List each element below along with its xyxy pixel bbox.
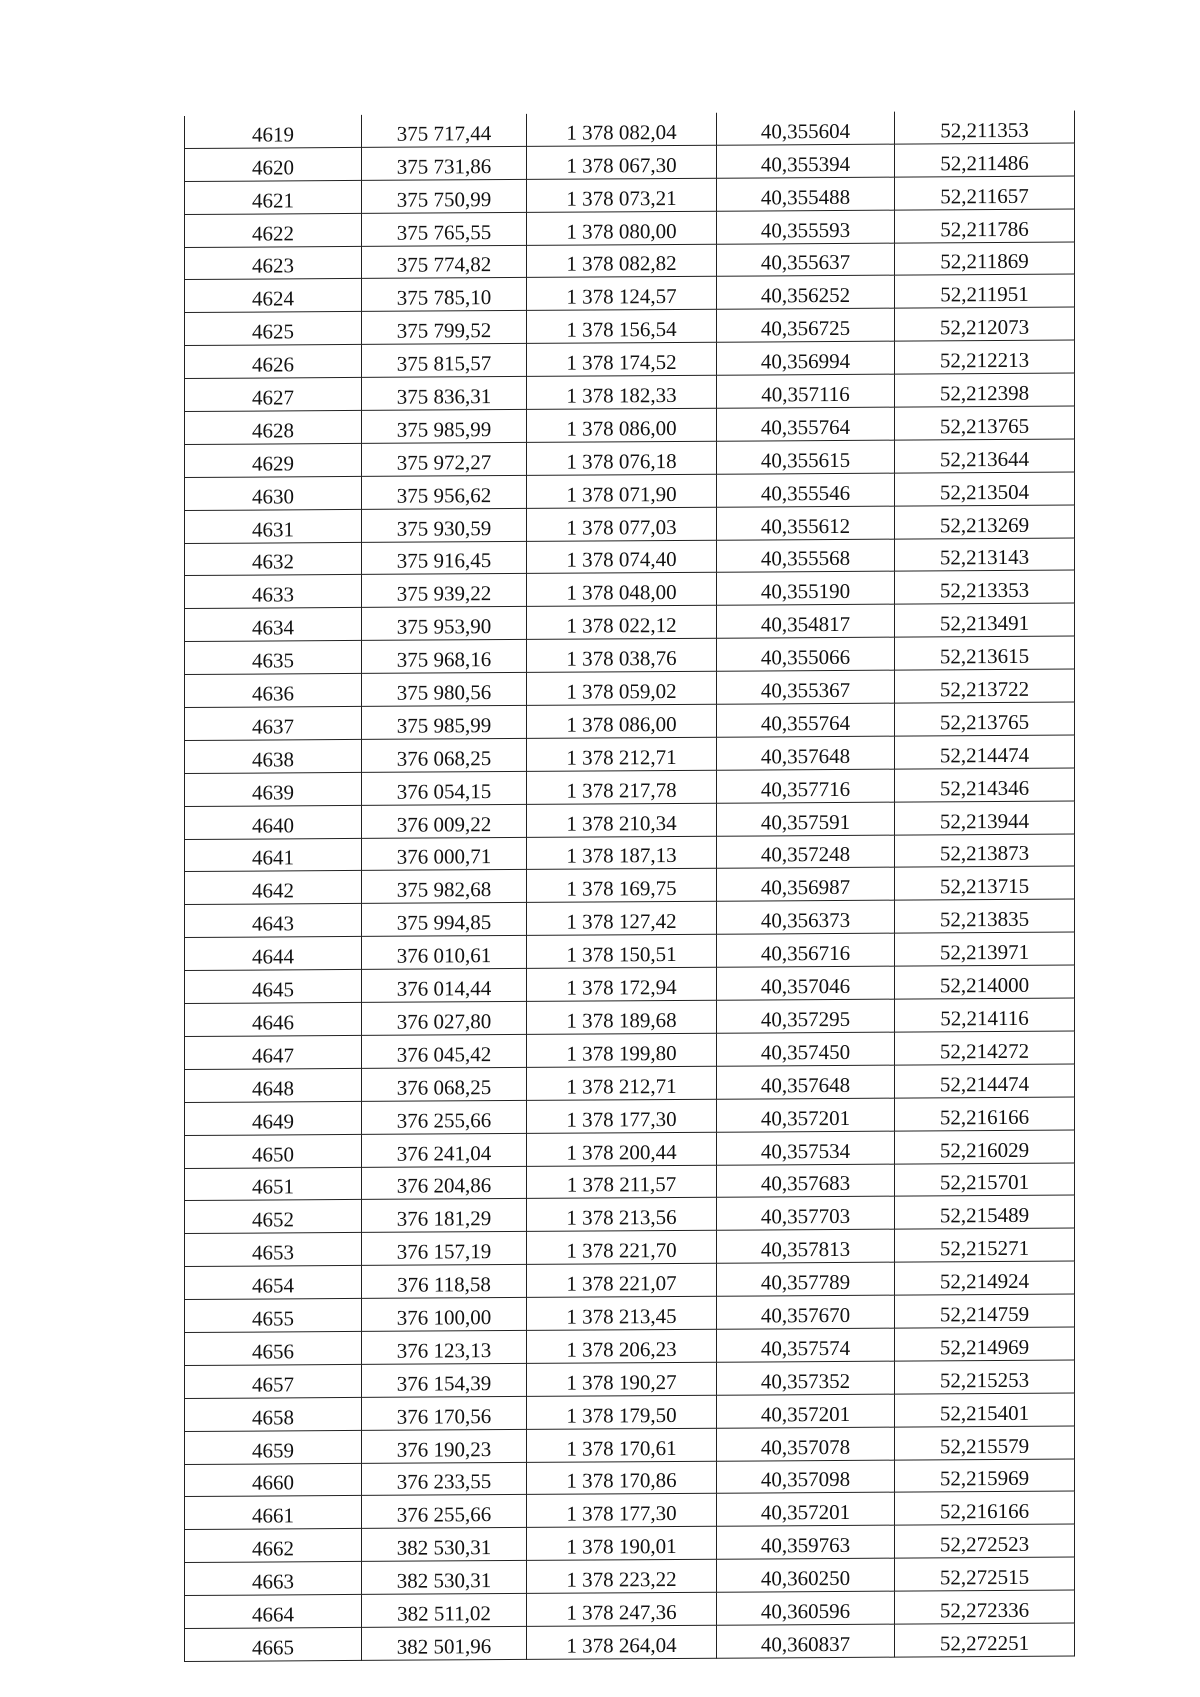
table-row xyxy=(185,242,1075,280)
latitude-cell: 40,357716 xyxy=(717,769,895,803)
table-row xyxy=(185,1031,1075,1069)
table-row xyxy=(185,965,1075,1003)
latitude-cell: 40,356716 xyxy=(717,933,895,967)
latitude-cell: 40,356252 xyxy=(717,276,895,310)
latitude-cell: 40,357591 xyxy=(717,802,895,836)
table-row xyxy=(185,636,1075,674)
x-coordinate-cell: 382 530,31 xyxy=(362,1561,527,1595)
latitude-cell: 40,356725 xyxy=(717,309,895,343)
y-coordinate-cell: 1 378 174,52 xyxy=(527,342,717,376)
longitude-cell: 52,213944 xyxy=(895,801,1075,835)
longitude-cell: 52,211657 xyxy=(895,176,1075,210)
longitude-cell: 52,272515 xyxy=(895,1557,1075,1591)
x-coordinate-cell: 375 985,99 xyxy=(362,705,527,739)
latitude-cell: 40,356987 xyxy=(717,868,895,902)
table-row xyxy=(185,1195,1075,1233)
x-coordinate-cell: 376 027,80 xyxy=(362,1001,527,1035)
table-row xyxy=(185,472,1075,510)
longitude-cell: 52,272251 xyxy=(895,1623,1075,1657)
table-row xyxy=(185,1261,1075,1299)
point-number-cell: 4651 xyxy=(185,1167,362,1201)
y-coordinate-cell: 1 378 179,50 xyxy=(527,1395,717,1429)
y-coordinate-cell: 1 378 264,04 xyxy=(527,1625,717,1659)
y-coordinate-cell: 1 378 177,30 xyxy=(527,1099,717,1133)
latitude-cell: 40,355546 xyxy=(717,473,895,507)
y-coordinate-cell: 1 378 076,18 xyxy=(527,441,717,475)
longitude-cell: 52,211951 xyxy=(895,275,1075,309)
longitude-cell: 52,212073 xyxy=(895,307,1075,341)
coordinates-table-body xyxy=(185,111,1075,1662)
point-number-cell: 4619 xyxy=(185,115,362,148)
x-coordinate-cell: 376 045,42 xyxy=(362,1034,527,1068)
y-coordinate-cell: 1 378 190,01 xyxy=(527,1527,717,1561)
y-coordinate-cell: 1 378 150,51 xyxy=(527,935,717,969)
table-row xyxy=(185,1491,1075,1529)
longitude-cell: 52,211486 xyxy=(895,143,1075,177)
point-number-cell: 4638 xyxy=(185,739,362,773)
point-number-cell: 4629 xyxy=(185,443,362,477)
table-row xyxy=(185,1327,1075,1365)
longitude-cell: 52,216029 xyxy=(895,1130,1075,1164)
table-row xyxy=(185,1360,1075,1398)
y-coordinate-cell: 1 378 082,04 xyxy=(527,113,717,147)
point-number-cell: 4643 xyxy=(185,904,362,938)
longitude-cell: 52,215701 xyxy=(895,1163,1075,1197)
point-number-cell: 4650 xyxy=(185,1134,362,1168)
longitude-cell: 52,214924 xyxy=(895,1261,1075,1295)
point-number-cell: 4635 xyxy=(185,641,362,675)
table-row xyxy=(185,603,1075,641)
point-number-cell: 4624 xyxy=(185,279,362,313)
y-coordinate-cell: 1 378 038,76 xyxy=(527,638,717,672)
y-coordinate-cell: 1 378 212,71 xyxy=(527,1066,717,1100)
table-row xyxy=(185,801,1075,839)
table-row xyxy=(185,209,1075,247)
y-coordinate-cell: 1 378 080,00 xyxy=(527,211,717,245)
table-row xyxy=(185,1097,1075,1135)
x-coordinate-cell: 375 982,68 xyxy=(362,870,527,904)
table-row xyxy=(185,538,1075,576)
latitude-cell: 40,355764 xyxy=(717,407,895,441)
table-row xyxy=(185,1130,1075,1168)
table-row xyxy=(185,1623,1075,1661)
point-number-cell: 4661 xyxy=(185,1496,362,1530)
table-row xyxy=(185,1393,1075,1431)
table-row xyxy=(185,834,1075,872)
longitude-cell: 52,213765 xyxy=(895,702,1075,736)
longitude-cell: 52,213491 xyxy=(895,603,1075,637)
table-row xyxy=(185,998,1075,1036)
y-coordinate-cell: 1 378 022,12 xyxy=(527,606,717,640)
point-number-cell: 4657 xyxy=(185,1364,362,1398)
table-row xyxy=(185,1228,1075,1266)
table-row xyxy=(185,1294,1075,1332)
point-number-cell: 4621 xyxy=(185,180,362,214)
latitude-cell: 40,360596 xyxy=(717,1591,895,1625)
y-coordinate-cell: 1 378 247,36 xyxy=(527,1592,717,1626)
latitude-cell: 40,357534 xyxy=(717,1131,895,1165)
x-coordinate-cell: 375 765,55 xyxy=(362,212,527,246)
longitude-cell: 52,213615 xyxy=(895,636,1075,670)
x-coordinate-cell: 376 233,55 xyxy=(362,1462,527,1496)
point-number-cell: 4626 xyxy=(185,345,362,379)
point-number-cell: 4625 xyxy=(185,312,362,346)
y-coordinate-cell: 1 378 127,42 xyxy=(527,902,717,936)
point-number-cell: 4658 xyxy=(185,1397,362,1431)
table-row xyxy=(185,867,1075,905)
y-coordinate-cell: 1 378 217,78 xyxy=(527,770,717,804)
x-coordinate-cell: 375 994,85 xyxy=(362,903,527,937)
y-coordinate-cell: 1 378 206,23 xyxy=(527,1329,717,1363)
y-coordinate-cell: 1 378 067,30 xyxy=(527,145,717,179)
y-coordinate-cell: 1 378 170,61 xyxy=(527,1428,717,1462)
point-number-cell: 4665 xyxy=(185,1627,362,1661)
x-coordinate-cell: 375 939,22 xyxy=(362,574,527,608)
y-coordinate-cell: 1 378 071,90 xyxy=(527,474,717,508)
latitude-cell: 40,355367 xyxy=(717,670,895,704)
table-row xyxy=(185,1459,1075,1497)
longitude-cell: 52,211786 xyxy=(895,209,1075,243)
longitude-cell: 52,213765 xyxy=(895,406,1075,440)
table-row xyxy=(185,439,1075,477)
longitude-cell: 52,211353 xyxy=(895,111,1075,144)
point-number-cell: 4636 xyxy=(185,674,362,708)
latitude-cell: 40,355604 xyxy=(717,112,895,145)
latitude-cell: 40,360250 xyxy=(717,1558,895,1592)
longitude-cell: 52,214969 xyxy=(895,1327,1075,1361)
point-number-cell: 4620 xyxy=(185,147,362,181)
y-coordinate-cell: 1 378 212,71 xyxy=(527,737,717,771)
y-coordinate-cell: 1 378 213,45 xyxy=(527,1296,717,1330)
latitude-cell: 40,355764 xyxy=(717,703,895,737)
longitude-cell: 52,215271 xyxy=(895,1228,1075,1262)
point-number-cell: 4630 xyxy=(185,476,362,510)
point-number-cell: 4633 xyxy=(185,575,362,609)
y-coordinate-cell: 1 378 156,54 xyxy=(527,310,717,344)
point-number-cell: 4622 xyxy=(185,213,362,247)
table-row xyxy=(185,932,1075,970)
longitude-cell: 52,215579 xyxy=(895,1426,1075,1460)
point-number-cell: 4632 xyxy=(185,542,362,576)
point-number-cell: 4644 xyxy=(185,937,362,971)
x-coordinate-cell: 375 972,27 xyxy=(362,442,527,476)
table-row xyxy=(185,669,1075,707)
x-coordinate-cell: 376 255,66 xyxy=(362,1100,527,1134)
table-row xyxy=(185,340,1075,378)
table-row xyxy=(185,571,1075,609)
table-row xyxy=(185,176,1075,214)
y-coordinate-cell: 1 378 086,00 xyxy=(527,704,717,738)
point-number-cell: 4627 xyxy=(185,378,362,412)
x-coordinate-cell: 376 068,25 xyxy=(362,738,527,772)
y-coordinate-cell: 1 378 221,07 xyxy=(527,1263,717,1297)
y-coordinate-cell: 1 378 169,75 xyxy=(527,869,717,903)
longitude-cell: 52,212398 xyxy=(895,373,1075,407)
x-coordinate-cell: 376 100,00 xyxy=(362,1297,527,1331)
y-coordinate-cell: 1 378 221,70 xyxy=(527,1231,717,1265)
longitude-cell: 52,215489 xyxy=(895,1195,1075,1229)
x-coordinate-cell: 376 068,25 xyxy=(362,1067,527,1101)
longitude-cell: 52,213873 xyxy=(895,834,1075,868)
longitude-cell: 52,213835 xyxy=(895,899,1075,933)
y-coordinate-cell: 1 378 074,40 xyxy=(527,540,717,574)
y-coordinate-cell: 1 378 200,44 xyxy=(527,1132,717,1166)
longitude-cell: 52,214000 xyxy=(895,965,1075,999)
x-coordinate-cell: 375 731,86 xyxy=(362,146,527,180)
x-coordinate-cell: 376 170,56 xyxy=(362,1396,527,1430)
table-row xyxy=(185,373,1075,411)
latitude-cell: 40,357450 xyxy=(717,1032,895,1066)
latitude-cell: 40,357295 xyxy=(717,999,895,1033)
latitude-cell: 40,357116 xyxy=(717,374,895,408)
longitude-cell: 52,213722 xyxy=(895,669,1075,703)
x-coordinate-cell: 376 241,04 xyxy=(362,1133,527,1167)
point-number-cell: 4653 xyxy=(185,1233,362,1267)
longitude-cell: 52,216166 xyxy=(895,1491,1075,1525)
point-number-cell: 4659 xyxy=(185,1430,362,1464)
x-coordinate-cell: 376 154,39 xyxy=(362,1363,527,1397)
y-coordinate-cell: 1 378 124,57 xyxy=(527,277,717,311)
x-coordinate-cell: 376 157,19 xyxy=(362,1232,527,1266)
latitude-cell: 40,357648 xyxy=(717,1065,895,1099)
longitude-cell: 52,216166 xyxy=(895,1097,1075,1131)
x-coordinate-cell: 382 501,96 xyxy=(362,1626,527,1660)
table-row xyxy=(185,1426,1075,1464)
x-coordinate-cell: 382 511,02 xyxy=(362,1593,527,1627)
x-coordinate-cell: 376 118,58 xyxy=(362,1265,527,1299)
table-row xyxy=(185,1064,1075,1102)
y-coordinate-cell: 1 378 177,30 xyxy=(527,1494,717,1528)
longitude-cell: 52,213143 xyxy=(895,538,1075,572)
x-coordinate-cell: 382 530,31 xyxy=(362,1528,527,1562)
y-coordinate-cell: 1 378 086,00 xyxy=(527,408,717,442)
latitude-cell: 40,354817 xyxy=(717,605,895,639)
y-coordinate-cell: 1 378 223,22 xyxy=(527,1559,717,1593)
x-coordinate-cell: 376 255,66 xyxy=(362,1495,527,1529)
latitude-cell: 40,356994 xyxy=(717,341,895,375)
table-row xyxy=(185,735,1075,773)
y-coordinate-cell: 1 378 048,00 xyxy=(527,573,717,607)
latitude-cell: 40,357683 xyxy=(717,1164,895,1198)
longitude-cell: 52,213504 xyxy=(895,472,1075,506)
longitude-cell: 52,212213 xyxy=(895,340,1075,374)
longitude-cell: 52,214272 xyxy=(895,1031,1075,1065)
point-number-cell: 4639 xyxy=(185,772,362,806)
x-coordinate-cell: 375 799,52 xyxy=(362,311,527,345)
y-coordinate-cell: 1 378 082,82 xyxy=(527,244,717,278)
y-coordinate-cell: 1 378 190,27 xyxy=(527,1362,717,1396)
longitude-cell: 52,213715 xyxy=(895,867,1075,901)
point-number-cell: 4623 xyxy=(185,246,362,280)
point-number-cell: 4654 xyxy=(185,1266,362,1300)
longitude-cell: 52,214474 xyxy=(895,1064,1075,1098)
point-number-cell: 4634 xyxy=(185,608,362,642)
coordinates-sheet xyxy=(184,111,1075,1662)
latitude-cell: 40,357201 xyxy=(717,1098,895,1132)
x-coordinate-cell: 376 009,22 xyxy=(362,804,527,838)
longitude-cell: 52,214759 xyxy=(895,1294,1075,1328)
table-row xyxy=(185,111,1075,149)
table-row xyxy=(185,1590,1075,1628)
point-number-cell: 4637 xyxy=(185,706,362,740)
latitude-cell: 40,356373 xyxy=(717,901,895,935)
latitude-cell: 40,355593 xyxy=(717,210,895,244)
x-coordinate-cell: 375 815,57 xyxy=(362,344,527,378)
point-number-cell: 4655 xyxy=(185,1298,362,1332)
y-coordinate-cell: 1 378 172,94 xyxy=(527,967,717,1001)
point-number-cell: 4641 xyxy=(185,838,362,872)
table-row xyxy=(185,768,1075,806)
latitude-cell: 40,355568 xyxy=(717,539,895,573)
latitude-cell: 40,357046 xyxy=(717,966,895,1000)
table-row xyxy=(185,1163,1075,1201)
longitude-cell: 52,213269 xyxy=(895,505,1075,539)
x-coordinate-cell: 375 968,16 xyxy=(362,640,527,674)
y-coordinate-cell: 1 378 170,86 xyxy=(527,1461,717,1495)
latitude-cell: 40,359763 xyxy=(717,1525,895,1559)
point-number-cell: 4652 xyxy=(185,1200,362,1234)
table-row xyxy=(185,143,1075,181)
latitude-cell: 40,357352 xyxy=(717,1361,895,1395)
x-coordinate-cell: 375 956,62 xyxy=(362,475,527,509)
point-number-cell: 4647 xyxy=(185,1035,362,1069)
latitude-cell: 40,355637 xyxy=(717,243,895,277)
longitude-cell: 52,213644 xyxy=(895,439,1075,473)
longitude-cell: 52,272523 xyxy=(895,1524,1075,1558)
latitude-cell: 40,357078 xyxy=(717,1427,895,1461)
y-coordinate-cell: 1 378 077,03 xyxy=(527,507,717,541)
longitude-cell: 52,213353 xyxy=(895,571,1075,605)
x-coordinate-cell: 375 930,59 xyxy=(362,508,527,542)
y-coordinate-cell: 1 378 189,68 xyxy=(527,1000,717,1034)
point-number-cell: 4645 xyxy=(185,970,362,1004)
longitude-cell: 52,214474 xyxy=(895,735,1075,769)
point-number-cell: 4664 xyxy=(185,1594,362,1628)
longitude-cell: 52,211869 xyxy=(895,242,1075,276)
latitude-cell: 40,357789 xyxy=(717,1262,895,1296)
y-coordinate-cell: 1 378 211,57 xyxy=(527,1165,717,1199)
table-row xyxy=(185,307,1075,345)
latitude-cell: 40,355488 xyxy=(717,177,895,211)
latitude-cell: 40,357670 xyxy=(717,1295,895,1329)
latitude-cell: 40,357703 xyxy=(717,1197,895,1231)
latitude-cell: 40,355190 xyxy=(717,572,895,606)
x-coordinate-cell: 376 054,15 xyxy=(362,771,527,805)
point-number-cell: 4628 xyxy=(185,410,362,444)
latitude-cell: 40,360837 xyxy=(717,1624,895,1658)
longitude-cell: 52,214116 xyxy=(895,998,1075,1032)
point-number-cell: 4648 xyxy=(185,1068,362,1102)
x-coordinate-cell: 375 916,45 xyxy=(362,541,527,575)
x-coordinate-cell: 375 717,44 xyxy=(362,114,527,147)
longitude-cell: 52,213971 xyxy=(895,932,1075,966)
x-coordinate-cell: 375 750,99 xyxy=(362,179,527,213)
x-coordinate-cell: 376 181,29 xyxy=(362,1199,527,1233)
table-row xyxy=(185,505,1075,543)
point-number-cell: 4662 xyxy=(185,1529,362,1563)
x-coordinate-cell: 375 985,99 xyxy=(362,409,527,443)
x-coordinate-cell: 376 000,71 xyxy=(362,837,527,871)
y-coordinate-cell: 1 378 199,80 xyxy=(527,1033,717,1067)
longitude-cell: 52,215969 xyxy=(895,1459,1075,1493)
table-row xyxy=(185,899,1075,937)
latitude-cell: 40,355394 xyxy=(717,144,895,178)
coordinates-table xyxy=(184,111,1075,1662)
latitude-cell: 40,357248 xyxy=(717,835,895,869)
longitude-cell: 52,215401 xyxy=(895,1393,1075,1427)
y-coordinate-cell: 1 378 182,33 xyxy=(527,375,717,409)
point-number-cell: 4649 xyxy=(185,1101,362,1135)
x-coordinate-cell: 376 190,23 xyxy=(362,1429,527,1463)
y-coordinate-cell: 1 378 059,02 xyxy=(527,671,717,705)
point-number-cell: 4646 xyxy=(185,1002,362,1036)
x-coordinate-cell: 376 123,13 xyxy=(362,1330,527,1364)
latitude-cell: 40,355612 xyxy=(717,506,895,540)
table-row xyxy=(185,1557,1075,1595)
table-row xyxy=(185,275,1075,313)
x-coordinate-cell: 376 010,61 xyxy=(362,936,527,970)
point-number-cell: 4631 xyxy=(185,509,362,543)
point-number-cell: 4656 xyxy=(185,1331,362,1365)
y-coordinate-cell: 1 378 187,13 xyxy=(527,836,717,870)
x-coordinate-cell: 375 953,90 xyxy=(362,607,527,641)
latitude-cell: 40,357813 xyxy=(717,1229,895,1263)
y-coordinate-cell: 1 378 073,21 xyxy=(527,178,717,212)
y-coordinate-cell: 1 378 213,56 xyxy=(527,1198,717,1232)
point-number-cell: 4642 xyxy=(185,871,362,905)
table-row xyxy=(185,702,1075,740)
latitude-cell: 40,355066 xyxy=(717,637,895,671)
x-coordinate-cell: 375 774,82 xyxy=(362,245,527,279)
latitude-cell: 40,357201 xyxy=(717,1394,895,1428)
latitude-cell: 40,355615 xyxy=(717,440,895,474)
x-coordinate-cell: 375 980,56 xyxy=(362,673,527,707)
latitude-cell: 40,357098 xyxy=(717,1460,895,1494)
x-coordinate-cell: 376 204,86 xyxy=(362,1166,527,1200)
y-coordinate-cell: 1 378 210,34 xyxy=(527,803,717,837)
table-row xyxy=(185,406,1075,444)
latitude-cell: 40,357574 xyxy=(717,1328,895,1362)
table-row xyxy=(185,1524,1075,1562)
point-number-cell: 4663 xyxy=(185,1562,362,1596)
x-coordinate-cell: 375 836,31 xyxy=(362,377,527,411)
x-coordinate-cell: 375 785,10 xyxy=(362,278,527,312)
point-number-cell: 4640 xyxy=(185,805,362,839)
latitude-cell: 40,357201 xyxy=(717,1493,895,1527)
longitude-cell: 52,215253 xyxy=(895,1360,1075,1394)
longitude-cell: 52,214346 xyxy=(895,768,1075,802)
latitude-cell: 40,357648 xyxy=(717,736,895,770)
point-number-cell: 4660 xyxy=(185,1463,362,1497)
x-coordinate-cell: 376 014,44 xyxy=(362,969,527,1003)
longitude-cell: 52,272336 xyxy=(895,1590,1075,1624)
